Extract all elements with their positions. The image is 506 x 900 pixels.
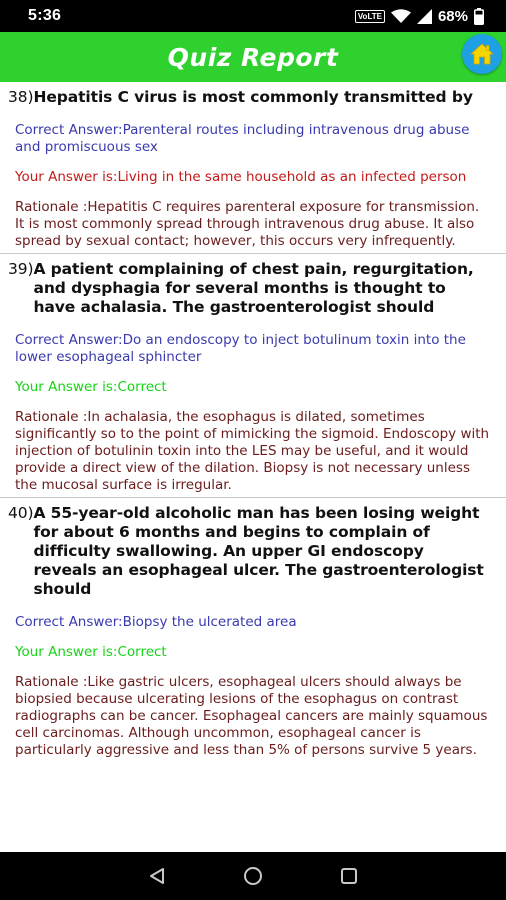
wifi-icon (391, 9, 411, 24)
correct-answer: Correct Answer:Parenteral routes including intravenous drug abuse and promiscuous sex (15, 122, 470, 155)
system-nav-bar (0, 852, 506, 900)
question-number: 39) (8, 260, 34, 278)
question-title (8, 82, 492, 107)
your-answer: Your Answer is:Correct (15, 644, 167, 660)
rationale: Rationale :Hepatitis C requires parenteral exposure for transmission. It is most commonly spread through intravenous drug abuse. It also spread by sexual contact; however, this occurs very infrequently. (15, 199, 480, 249)
question-item (0, 82, 506, 253)
page-title: Quiz Report (167, 42, 339, 72)
your-answer: Your Answer is:Living in the same household as an infected person (15, 169, 467, 185)
back-triangle-icon[interactable] (148, 867, 166, 885)
rationale: Rationale :Like gastric ulcers, esophageal ulcers should always be biopsied because ulcerating lesions of the esophagus on contrast radiographs can be cancer. Esophageal cancers are mainly squamous cell carcinomas. Although uncommon, esophageal cancer is particularly aggressive and less than 5% of persons survive 5 years. (15, 674, 488, 758)
status-icons (355, 8, 484, 25)
question-text: Hepatitis C virus is most commonly transmitted by (33, 88, 473, 106)
home-button[interactable] (462, 34, 502, 74)
question-title (8, 254, 492, 317)
your-answer: Your Answer is:Correct (15, 379, 167, 395)
app-bar (0, 32, 506, 82)
correct-answer: Correct Answer:Biopsy the ulcerated area (15, 614, 297, 630)
home-icon (470, 43, 494, 65)
recents-square-icon[interactable] (340, 867, 358, 885)
battery-percent: 68% (437, 7, 468, 25)
question-text: A 55-year-old alcoholic man has been losing weight for about 6 months and begins to complain of difficulty swallowing. An upper GI endoscopy reveals an esophageal ulcer. The gastroenterologist should (33, 504, 484, 598)
quiz-report-list[interactable] (0, 82, 506, 852)
battery-icon (474, 8, 484, 25)
question-title (8, 498, 492, 599)
rationale: Rationale :In achalasia, the esophagus is dilated, sometimes significantly so to the point of mimicking the sigmoid. Endoscopy with injection of botulinin toxin into the LES may be useful, and it would provide a direct view of the dilation. Biopsy is not necessary unless the mucosal surface is irregular. (15, 409, 490, 493)
home-circle-icon[interactable] (243, 866, 263, 886)
question-item (0, 254, 506, 497)
question-item (0, 498, 506, 759)
correct-answer: Correct Answer:Do an endoscopy to inject botulinum toxin into the lower esophageal sphincter (15, 332, 466, 365)
question-number: 40) (8, 504, 34, 522)
status-time: 5:36 (28, 7, 62, 24)
question-text: A patient complaining of chest pain, regurgitation, and dysphagia for several months is thought to have achalasia. The gastroenterologist should (33, 260, 474, 316)
volte-badge: VoLTE (355, 10, 385, 23)
signal-icon (417, 9, 432, 24)
status-bar (0, 0, 506, 32)
question-number: 38) (8, 88, 34, 106)
